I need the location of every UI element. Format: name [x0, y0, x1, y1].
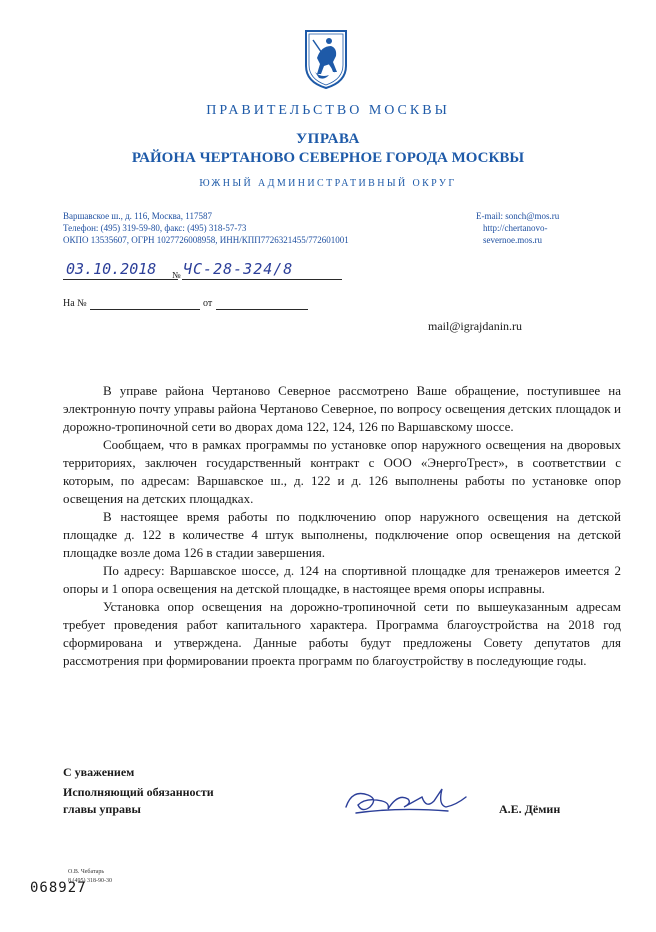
- uprava-title: УПРАВА: [296, 131, 360, 147]
- district-title: ЮЖНЫЙ АДМИНИСТРАТИВНЫЙ ОКРУГ: [199, 178, 457, 189]
- uprava-subtitle: РАЙОНА ЧЕРТАНОВО СЕВЕРНОЕ ГОРОДА МОСКВЫ: [131, 150, 525, 166]
- signer-name: А.Е. Дёмин: [499, 802, 561, 816]
- registration-stamp-number: 068927: [30, 880, 87, 896]
- handwritten-date: 03.10.2018: [66, 260, 157, 278]
- reference-date-label: от: [203, 298, 213, 309]
- body-paragraph: Сообщаем, что в рамках программы по установке опор наружного освещения на дворовых территориях, заключен государственный контракт с ООО «ЭнергоТрест», в соответствии с которым, по адресам: Варшавское ш., д. 122 и д. 126 выполнены работы по установке опор освещения на детских площадках.: [63, 437, 621, 506]
- email-line: E-mail: sonch@mos.ru: [476, 211, 560, 221]
- letter-body: [63, 382, 621, 670]
- handwritten-number: ЧС-28-324/8: [183, 260, 294, 278]
- executor-phone: 8 (495) 318-90-30: [68, 878, 112, 884]
- reference-number-label: На №: [63, 298, 87, 309]
- address-line: Варшавское ш., д. 116, Москва, 117587: [63, 211, 212, 221]
- body-paragraph: Установка опор освещения на дорожно-тропиночной сети по вышеуказанным адресам требует проведения работ капитального характера. Программа благоустройства на 2018 год сформирована и утверждена. Данные работы будут предложены Совету депутатов для рассмотрения при формировании проекта программ по благоустройству в последующие годы.: [63, 599, 621, 668]
- number-label: №: [172, 270, 181, 280]
- signature-image: [338, 783, 478, 821]
- codes-line: ОКПО 13535607, ОГРН 1027726008958, ИНН/КПП7726321455/772601001: [63, 235, 349, 245]
- body-paragraph: В управе района Чертаново Северное рассмотрено Ваше обращение, поступившее на электронную почту управы района Чертаново Северное, по вопросу освещения детских площадок и дорожно-тропиночной сети во дворах дома 122, 124, 126 по Варшавскому шоссе.: [63, 383, 621, 434]
- moscow-coat-of-arms-icon: [303, 28, 349, 90]
- recipient-email: mail@igrajdanin.ru: [428, 319, 523, 333]
- body-paragraph: По адресу: Варшавское шоссе, д. 124 на спортивной площадке для тренажеров имеется 2 опоры и 1 опора освещения на детской площадке, в настоящее время опоры исправны.: [63, 563, 621, 596]
- website-line-2: severnoe.mos.ru: [483, 235, 542, 245]
- body-paragraph: В настоящее время работы по подключению опор наружного освещения на детской площадке д. 122 в количестве 4 штук выполнены, подключение опор освещения на детской площадке возле дома 126 в стадии завершения.: [63, 509, 621, 560]
- closing-regards: С уважением: [63, 765, 135, 779]
- government-title: ПРАВИТЕЛЬСТВО МОСКВЫ: [206, 103, 450, 118]
- date-underline: [63, 279, 178, 280]
- closing-position-2: главы управы: [63, 802, 141, 816]
- website-line-1: http://chertanovo-: [483, 223, 548, 233]
- closing-position-1: Исполняющий обязанности: [63, 785, 214, 799]
- phone-line: Телефон: (495) 319-59-80, факс: (495) 318-57-73: [63, 223, 247, 233]
- executor-name: О.В. Чебатарь: [68, 869, 105, 875]
- reference-number-underline: [90, 309, 200, 310]
- number-underline: [182, 279, 342, 280]
- reference-date-underline: [216, 309, 308, 310]
